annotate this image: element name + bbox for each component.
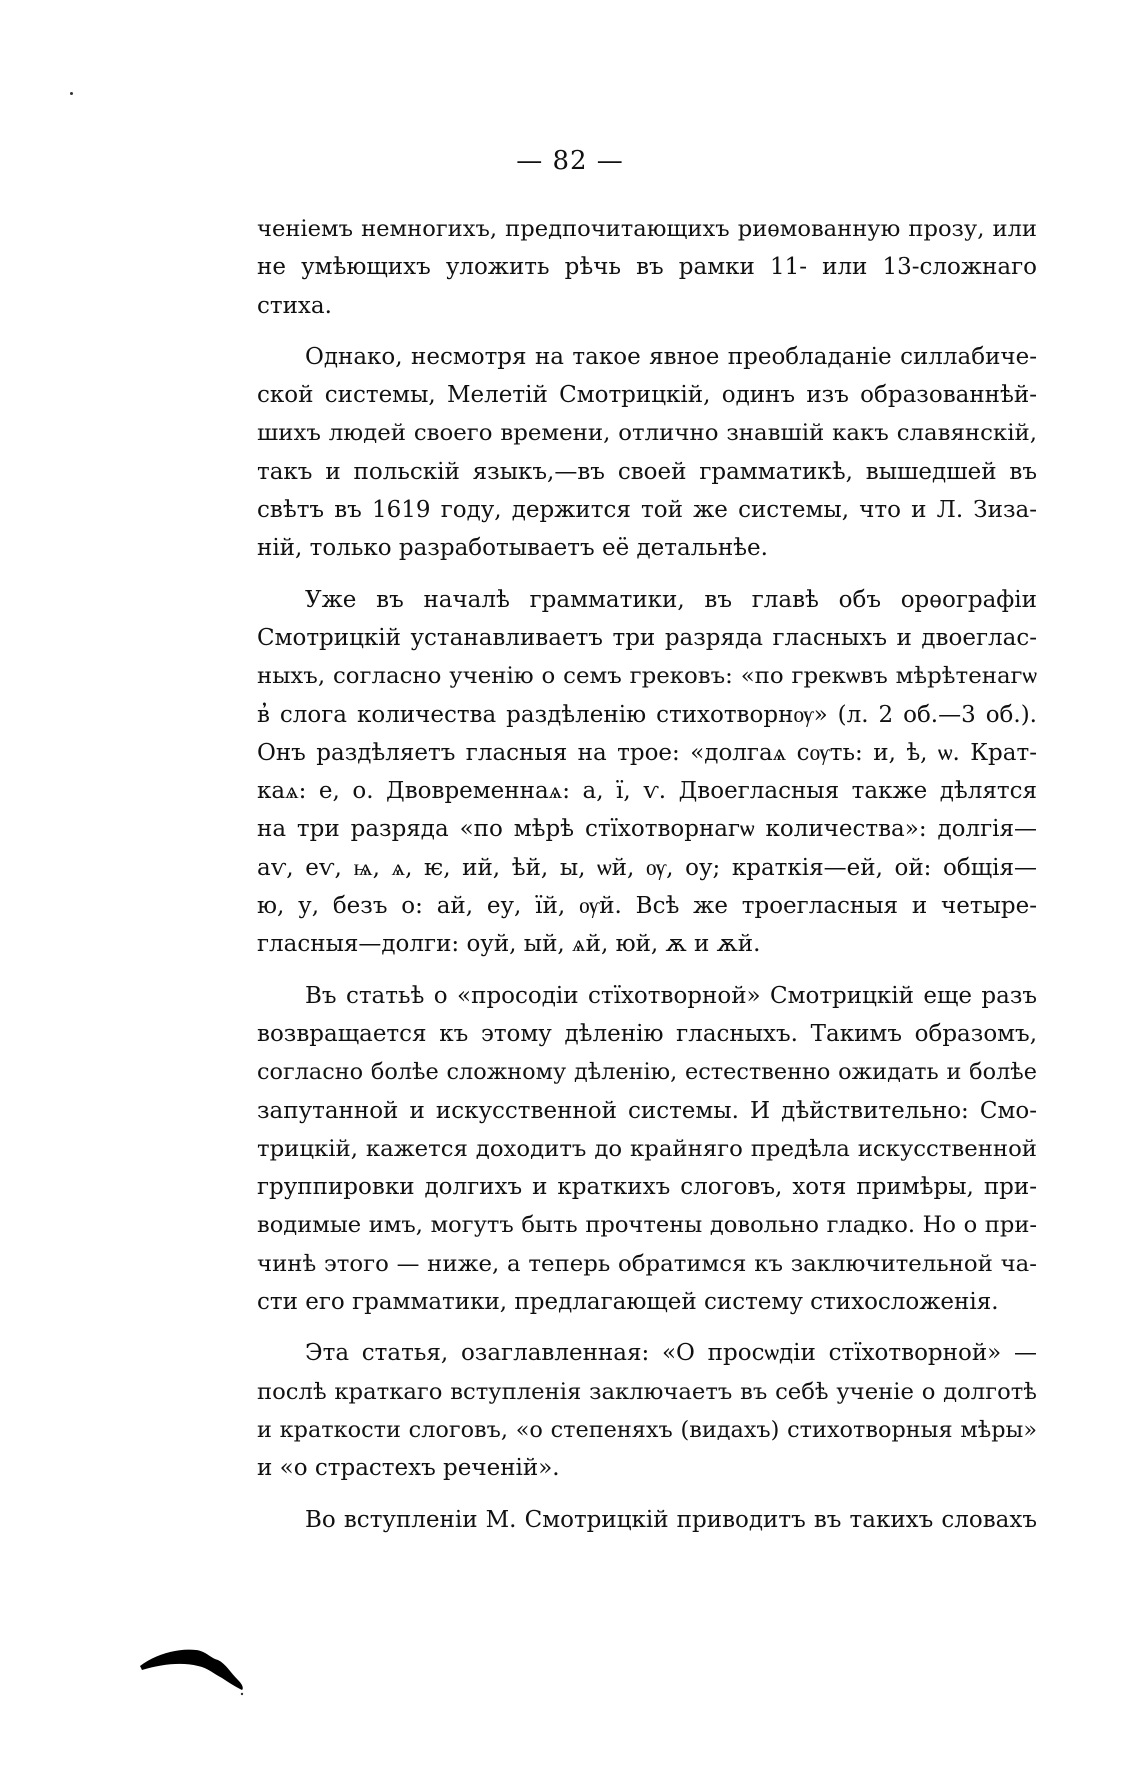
- text-line: и краткости слоговъ, «о степеняхъ (видахъ) стихотворныя мѣры»: [257, 1416, 1037, 1443]
- text-line: и «о страстехъ реченій».: [257, 1455, 560, 1482]
- text-line: свѣтъ въ 1619 году, держится той же системы, что и Л. Зиза-: [257, 497, 1037, 524]
- text-line: Однако, несмотря на такое явное преобладаніе силлабиче-: [305, 343, 1037, 370]
- text-line: сти его грамматики, предлагающей систему стихосложенія.: [257, 1289, 999, 1316]
- text-line: согласно болѣе сложному дѣленію, естественно ожидать и болѣе: [257, 1059, 1037, 1086]
- paragraph: [257, 338, 1037, 568]
- text-line: Въ статьѣ о «просодіи стїхотворной» Смотрицкій еще разъ: [305, 982, 1037, 1009]
- text-line: водимые имъ, могутъ быть прочтены довольно гладко. Но о при-: [257, 1212, 1037, 1239]
- body-text: [257, 210, 1037, 1539]
- text-line: группировки долгихъ и краткихъ слоговъ, хотя примѣры, при-: [257, 1174, 1037, 1201]
- text-line: каѧ: е, о. Двовременнаѧ: а, ї, ѵ. Двоегласныя также дѣлятся: [257, 778, 1037, 805]
- paragraph: [257, 210, 1037, 325]
- text-line: шихъ людей своего времени, отлично знавшій какъ славянскій,: [257, 420, 1037, 447]
- text-line: ю, у, безъ о: ай, еу, їй, ѹй. Всѣ же троегласныя и четыре-: [257, 893, 1037, 920]
- text-line: в̓ слога количества раздѣленію стихотворнѹ» (л. 2 об.—3 об.).: [257, 701, 1037, 728]
- text-line: на три разряда «по мѣрѣ стїхотворнагѡ количества»: долгія—: [257, 816, 1037, 843]
- text-line: такъ и польскій языкъ,—въ своей грамматикѣ, вышедшей въ: [257, 458, 1037, 485]
- paragraph: [257, 581, 1037, 964]
- text-line: гласныя—долги: оуй, ый, ѧй, юй, ѫ и ѫй.: [257, 931, 761, 958]
- text-line: Уже въ началѣ грамматики, въ главѣ объ орѳографіи: [305, 586, 1037, 613]
- ink-blot-mark: [138, 1638, 248, 1698]
- text-line: ныхъ, согласно ученію о семъ грековъ: «по грекѡвъ мѣрѣтенагѡ: [257, 663, 1037, 690]
- text-line: запутанной и искусственной системы. И дѣйствительно: Смо-: [257, 1097, 1037, 1124]
- text-line: трицкій, кажется доходитъ до крайняго предѣла искусственной: [257, 1135, 1037, 1162]
- page-number: — 82 —: [516, 146, 624, 176]
- text-line: послѣ краткаго вступленія заключаетъ въ себѣ ученіе о долготѣ: [257, 1378, 1037, 1405]
- text-line: Во вступленіи М. Смотрицкій приводитъ въ такихъ словахъ: [305, 1506, 1037, 1533]
- stray-dot: [70, 92, 73, 95]
- text-line: не умѣющихъ уложить рѣчь въ рамки 11- или 13-сложнаго: [257, 254, 1037, 281]
- text-line: ченіемъ немногихъ, предпочитающихъ риѳмованную прозу, или: [257, 216, 1037, 242]
- paragraph: [257, 1334, 1037, 1487]
- text-line: ній, только разработываетъ её детальнѣе.: [257, 535, 768, 562]
- text-line: чинѣ этого — ниже, а теперь обратимся къ заключительной ча-: [257, 1250, 1037, 1277]
- paragraph: [257, 977, 1037, 1322]
- text-line: стиха.: [257, 292, 332, 319]
- text-line: возвращается къ этому дѣленію гласныхъ. Такимъ образомъ,: [257, 1020, 1037, 1047]
- text-line: Смотрицкій устанавливаетъ три разряда гласныхъ и двоеглас-: [257, 624, 1037, 651]
- text-line: Онъ раздѣляетъ гласныя на трое: «долгаѧ сѹть: и, ѣ, ѡ. Крат-: [257, 739, 1037, 766]
- paragraph: [257, 1501, 1037, 1539]
- text-line: аѵ, еѵ, ѩ, ѧ, ѥ, ий, ѣй, ы, ѡй, ѹ, оу; краткія—ей, ой: общія—: [257, 854, 1037, 881]
- text-line: Эта статья, озаглавленная: «О просѡдіи стїхотворной» —: [305, 1340, 1037, 1367]
- text-line: ской системы, Мелетій Смотрицкій, одинъ изъ образованнѣй-: [257, 382, 1037, 409]
